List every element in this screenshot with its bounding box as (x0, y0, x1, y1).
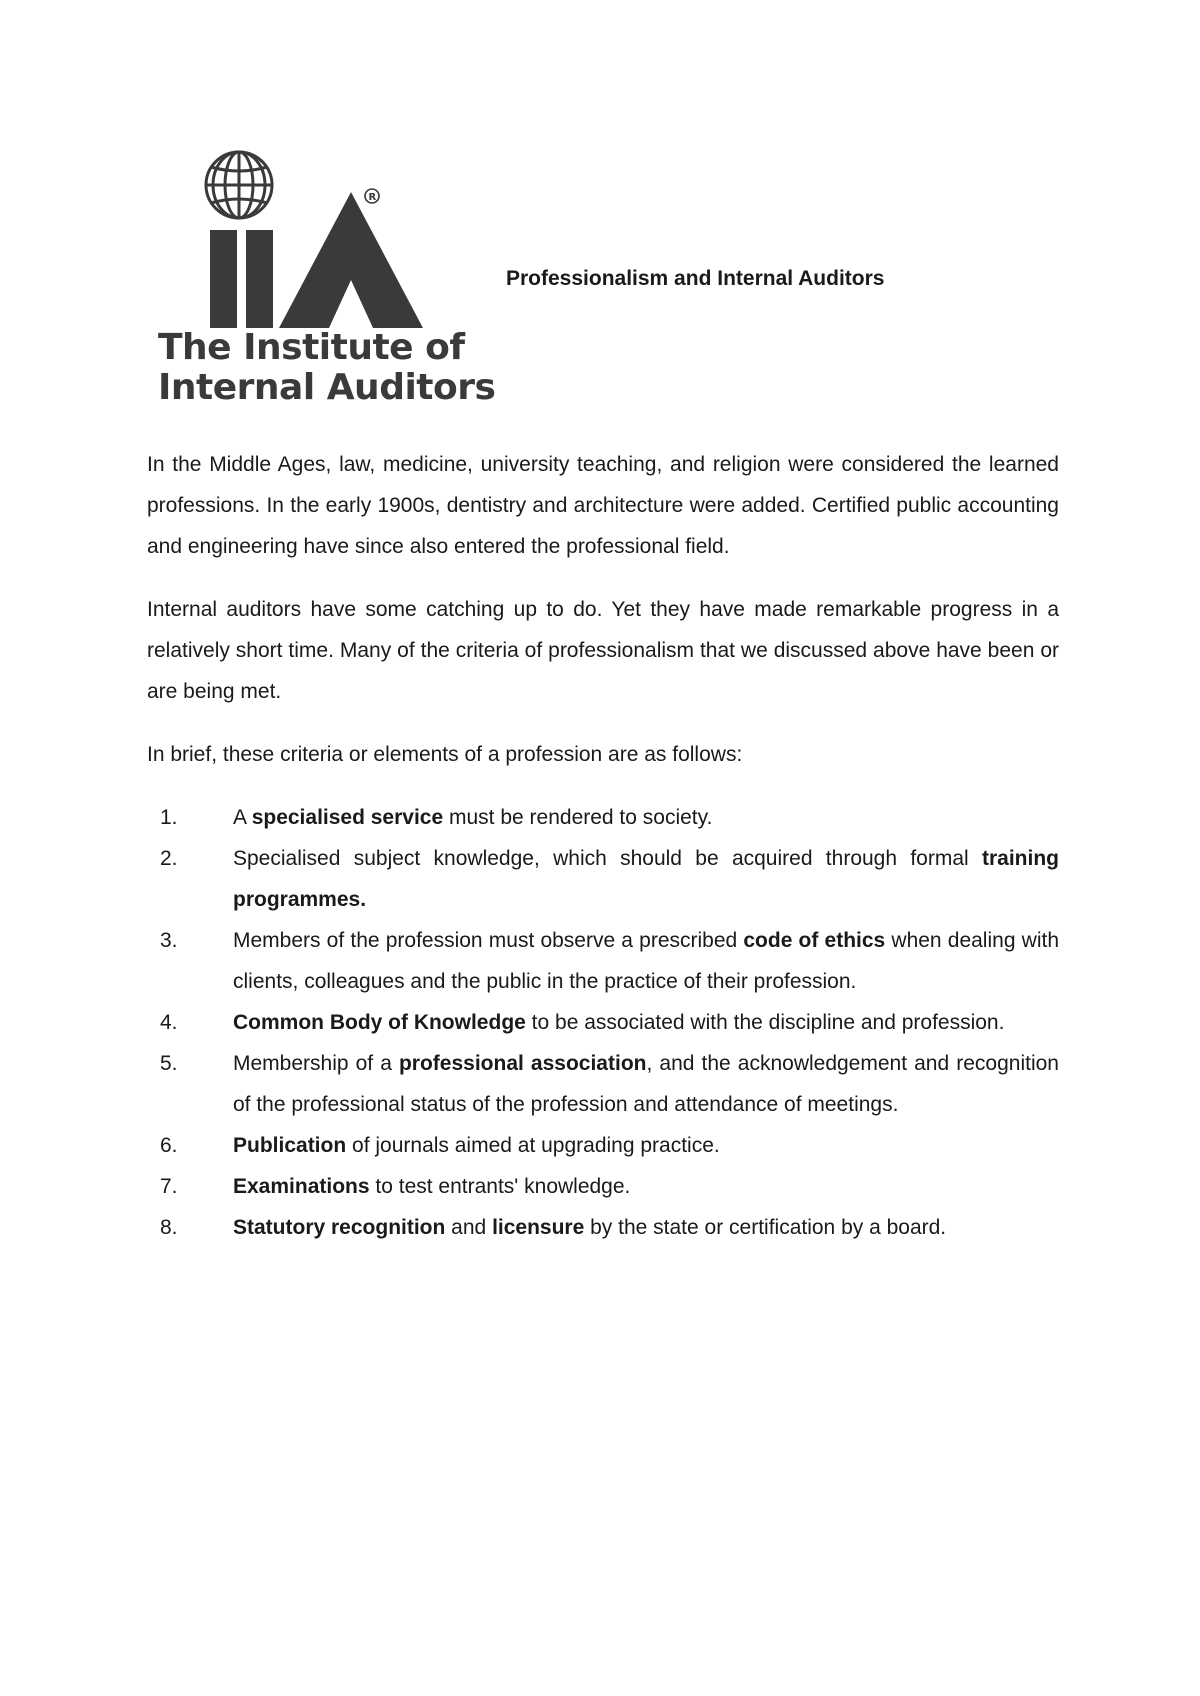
criteria-text-run: by the state or certification by a board. (584, 1216, 947, 1239)
paragraph-criteria-lead: In brief, these criteria or elements of a profession are as follows: (147, 743, 743, 766)
criteria-number: 2. (160, 847, 178, 870)
criteria-emphasis: professional association (398, 1052, 647, 1075)
criteria-text (233, 1175, 630, 1198)
iia-emblem-icon (158, 148, 498, 328)
criteria-text (233, 847, 1059, 911)
criteria-item (147, 1002, 1059, 1043)
criteria-item (147, 1043, 1059, 1125)
criteria-item (147, 1207, 1059, 1248)
criteria-emphasis: Common Body of Knowledge (233, 1011, 526, 1034)
criteria-list (147, 797, 1059, 1248)
paragraph-progress: Internal auditors have some catching up to do. Yet they have made remarkable progress in a relatively short time. Many of the criteria of professionalism that we discussed above have been or are being met. (147, 598, 1059, 703)
criteria-number: 3. (160, 929, 178, 952)
criteria-emphasis: code of ethics (743, 929, 886, 952)
criteria-text-run: to be associated with the discipline and profession. (525, 1011, 1005, 1034)
criteria-text-run: Membership of a (233, 1052, 399, 1075)
logo-line-2: Internal Auditors (158, 367, 496, 408)
criteria-text (233, 806, 712, 829)
criteria-text-run: and (445, 1216, 493, 1239)
criteria-text-run: Members of the profession must observe a prescribed (233, 929, 744, 952)
criteria-text-run: when dealing with clients, colleagues and the public in the practice of their profession. (233, 929, 1060, 993)
criteria-item (147, 797, 1059, 838)
document-body (147, 444, 1059, 1248)
criteria-item (147, 838, 1059, 920)
logo-wordmark (158, 328, 498, 408)
criteria-text (233, 1216, 946, 1239)
criteria-emphasis: licensure (492, 1216, 585, 1239)
criteria-number: 6. (160, 1134, 178, 1157)
paragraph-intro: In the Middle Ages, law, medicine, university teaching, and religion were considered the learned professions. In the early 1900s, dentistry and architecture were added. Certified public accounting and engineering have since also entered the professional field. (147, 453, 1059, 558)
criteria-number: 8. (160, 1216, 178, 1239)
criteria-emphasis: Examinations (233, 1175, 370, 1198)
criteria-text-run: , and the acknowledgement and recognition of the professional status of the profession and attendance of meetings. (233, 1052, 1059, 1116)
criteria-number: 4. (160, 1011, 178, 1034)
criteria-number: 1. (160, 806, 178, 829)
criteria-text (233, 1134, 720, 1157)
criteria-text-run: of journals aimed at upgrading practice. (346, 1134, 720, 1157)
svg-text:R: R (368, 192, 377, 203)
criteria-text-run: must be rendered to society. (443, 806, 713, 829)
criteria-emphasis: Statutory recognition (233, 1216, 446, 1239)
criteria-emphasis: specialised service (251, 806, 444, 829)
criteria-text (233, 929, 1059, 993)
criteria-item (147, 1166, 1059, 1207)
criteria-text (233, 1011, 1004, 1034)
criteria-number: 5. (160, 1052, 178, 1075)
criteria-item (147, 1125, 1059, 1166)
criteria-emphasis: training programmes. (233, 847, 1059, 911)
criteria-emphasis: Publication (233, 1134, 347, 1157)
criteria-text-run: Specialised subject knowledge, which should be acquired through formal (233, 847, 982, 870)
criteria-text-run: to test entrants' knowledge. (369, 1175, 631, 1198)
criteria-text (233, 1052, 1059, 1116)
iia-logo (158, 148, 498, 410)
document-title: Professionalism and Internal Auditors (506, 267, 885, 290)
criteria-number: 7. (160, 1175, 178, 1198)
logo-line-1: The Institute of (158, 327, 465, 368)
criteria-item (147, 920, 1059, 1002)
criteria-text-run: A (233, 806, 252, 829)
